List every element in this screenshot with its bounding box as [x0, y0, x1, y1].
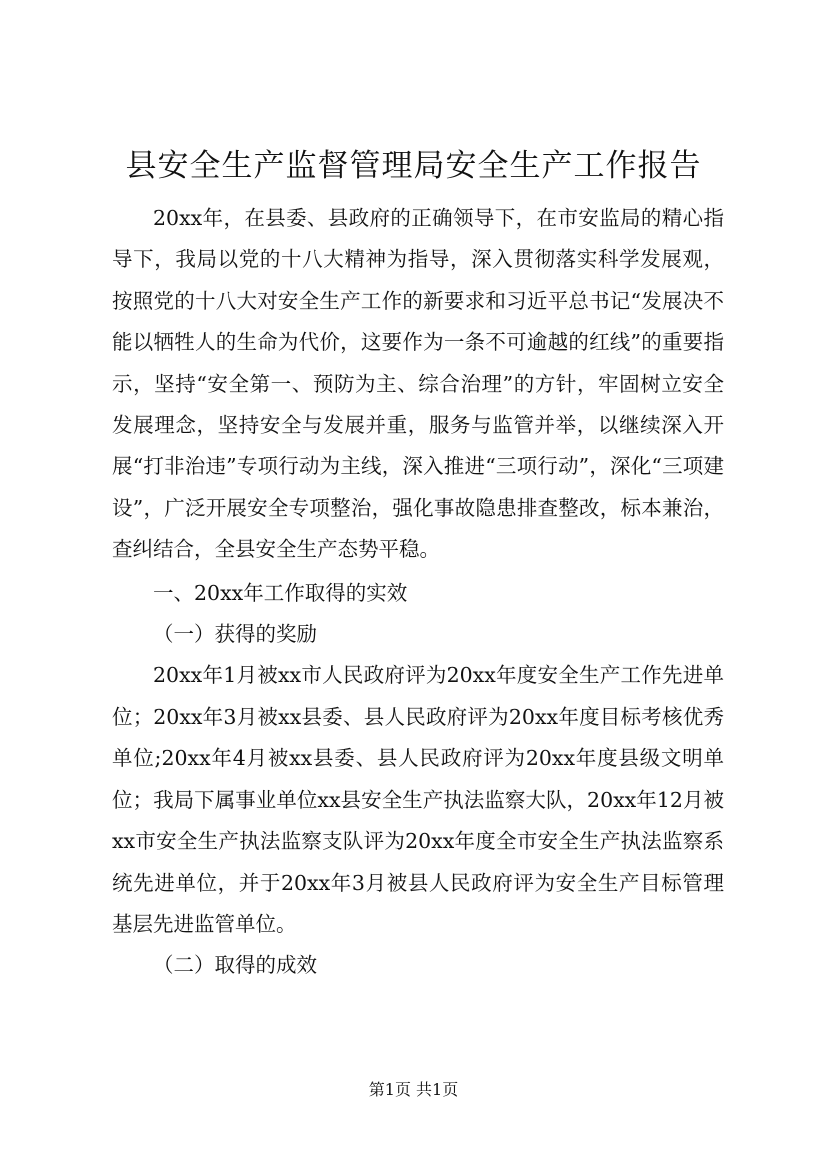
document-title: 县安全生产监督管理局安全生产工作报告 — [125, 148, 702, 184]
subsection-heading-awards: （一）获得的奖励 — [153, 622, 317, 647]
section-heading-1: 一、20xx年工作取得的实效 — [153, 580, 408, 605]
intro-paragraph: 20xx年，在县委、县政府的正确领导下，在市安监局的精心指导下，我局以党的十八大精神为指导，深入贯彻落实科学发展观，按照党的十八大对安全生产工作的新要求和习近平总书记“发展决不能以牺牲人的生命为代价，这要作为一条不可逾越的红线”的重要指示，坚持“安全第一、预防为主、综合治理”的方针，牢固树立安全发展理念，坚持安全与发展并重，服务与监管并举，以继续深入开展“打非治违”专项行动为主线，深入推进“三项行动”，深化“三项建设”，广泛开展安全专项整治，强化事故隐患排查整改，标本兼治，查纠结合，全县安全生产态势平稳。 — [112, 206, 724, 562]
subsection-heading-results: （二）取得的成效 — [153, 953, 317, 978]
document-body — [112, 198, 724, 987]
page-footer: 第1页 共1页 — [368, 1080, 459, 1099]
awards-paragraph: 20xx年1月被xx市人民政府评为20xx年度安全生产工作先进单位；20xx年3月被xx县委、县人民政府评为20xx年度目标考核优秀单位;20xx年4月被xx县委、县人民政府评为20xx年度县级文明单位；我局下属事业单位xx县安全生产执法监察大队，20xx年12月被xx市安全生产执法监察支队评为20xx年度全市安全生产执法监察系统先进单位，并于20xx年3月被县人民政府评为安全生产目标管理基层先进监管单位。 — [112, 663, 724, 936]
